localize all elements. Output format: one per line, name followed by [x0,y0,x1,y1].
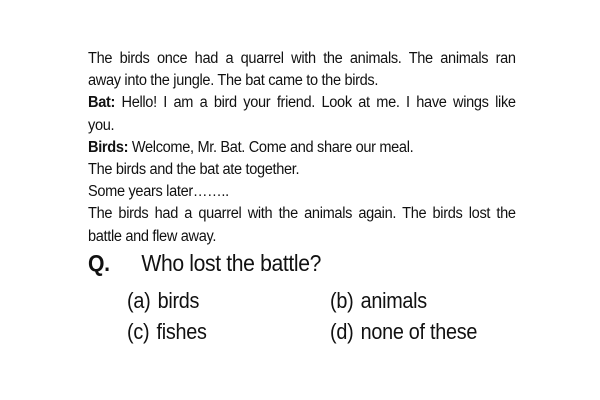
option-letter: (b) [330,288,354,313]
birds-speaker-label: Birds: [88,138,129,156]
question [88,250,321,277]
option-text: fishes [156,319,207,344]
question-text: Who lost the battle? [141,250,322,276]
bat-dialogue-line [88,92,516,114]
birds-dialogue-line [88,137,516,159]
answer-option-d[interactable] [330,319,477,345]
answer-option-c[interactable] [127,319,207,345]
bat-dialogue-continuation: you. [88,116,115,134]
passage-line: Some years later…….. [88,183,229,201]
passage-line: away into the jungle. The bat came to the birds. [88,72,379,90]
option-letter: (a) [127,288,151,313]
story-passage [88,48,516,248]
option-text: birds [157,288,200,313]
option-text: none of these [360,319,478,344]
option-letter: (c) [127,319,150,344]
passage-line: The birds had a quarrel with the animals again. The birds lost the [88,205,516,223]
bat-dialogue-text: Hello! I am a bird your friend. Look at me. I have wings like [121,94,516,112]
answer-option-a[interactable] [127,288,199,314]
passage-line: The birds and the bat ate together. [88,161,300,179]
bat-speaker-label: Bat: [88,94,116,112]
passage-line: The birds once had a quarrel with the animals. The animals ran [88,50,516,67]
passage-line: battle and flew away. [88,227,217,245]
birds-dialogue-text: Welcome, Mr. Bat. Come and share our meal. [131,138,414,156]
option-text: animals [360,288,427,313]
question-label: Q. [88,250,110,276]
answer-option-b[interactable] [330,288,427,314]
option-letter: (d) [330,319,354,344]
